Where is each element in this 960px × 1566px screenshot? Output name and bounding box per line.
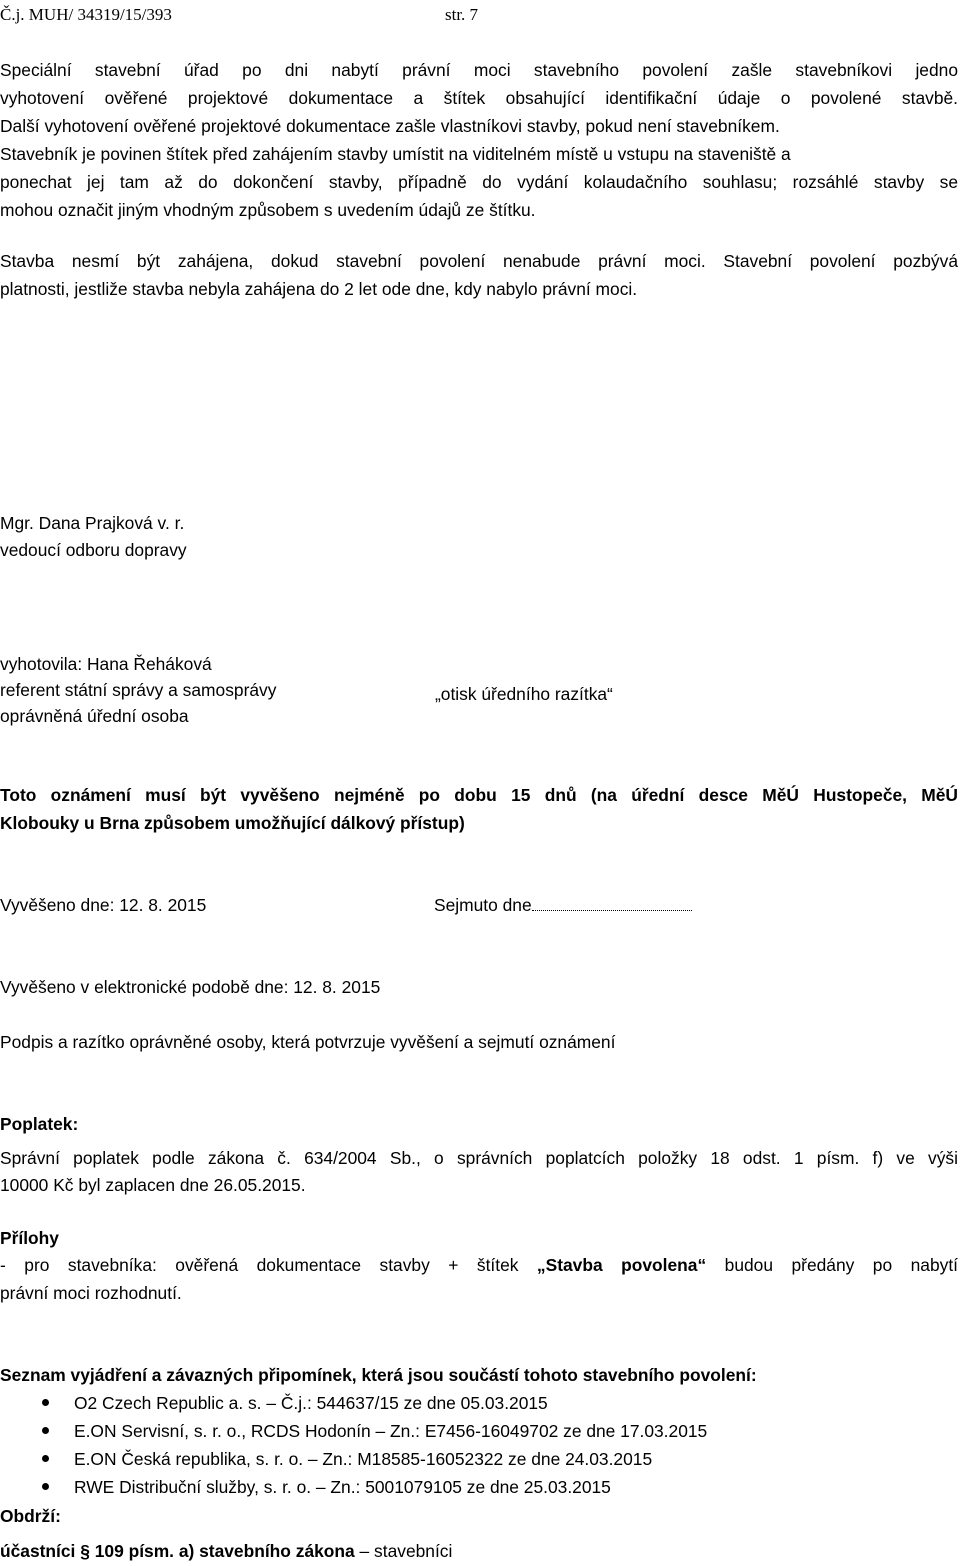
bullet-icon — [42, 1483, 49, 1490]
paragraph-line: Další vyhotovení ověřené projektové dokumentace zašle vlastníkovi stavby, pokud není stavebníkem. — [0, 116, 780, 136]
paragraph-line: Stavebník je povinen štítek před zahájením stavby umístit na viditelném místě u vstupu na staveniště a — [0, 144, 791, 164]
attachments-heading: Přílohy — [0, 1228, 59, 1248]
page-number: str. 7 — [445, 5, 479, 24]
paragraph-line: vyhotovení ověřené projektové dokumentace a štítek obsahující identifikační údaje o povolené stavbě. — [0, 88, 958, 108]
bullet-icon — [42, 1427, 49, 1434]
prepared-role: referent státní správy a samosprávy — [0, 680, 277, 700]
prepared-by: vyhotovila: Hana Řeháková — [0, 654, 212, 674]
removed-date: Sejmuto dne — [434, 892, 692, 918]
bullet-icon — [42, 1399, 49, 1406]
attachments-line: - pro stavebníka: ověřená dokumentace stavby + štítek „Stavba povolena“ budou předány po nabytí — [0, 1255, 959, 1275]
statements-heading: Seznam vyjádření a závazných připomínek, která jsou součástí tohoto stavebního povolení: — [0, 1365, 757, 1385]
posted-date: Vyvěšeno dne: 12. 8. 2015 — [0, 895, 207, 915]
notice-line: Klobouky u Brna způsobem umožňující dálkový přístup) — [0, 813, 465, 833]
bullet-icon — [42, 1455, 49, 1462]
attachments-line: právní moci rozhodnutí. — [0, 1283, 182, 1303]
recipients-line: účastníci § 109 písm. a) stavebního zákona – stavebníci — [0, 1541, 453, 1561]
recipients-heading: Obdrží: — [0, 1506, 61, 1526]
stamp-placeholder: „otisk úředního razítka“ — [435, 684, 613, 704]
reference-number: Č.j. MUH/ 34319/15/393 — [0, 5, 172, 24]
fee-line: Správní poplatek podle zákona č. 634/2004 Sb., o správních poplatcích položky 18 odst. 1 písm. f) ve výši — [0, 1148, 958, 1168]
signatory-name: Mgr. Dana Prajková v. r. — [0, 513, 185, 533]
paragraph-line: Stavba nesmí být zahájena, dokud stavební povolení nenabude právní moci. Stavební povolení pozbývá — [0, 251, 958, 271]
paragraph-line: ponechat jej tam až do dokončení stavby, případně do vydání kolaudačního souhlasu; rozsáhlé stavby se — [0, 172, 958, 192]
document-page: Č.j. MUH/ 34319/15/393 str. 7 Speciální stavební úřad po dni nabytí právní moci stavebního povolení zašle stavebníkovi jedno vyhotovení ověřené projektové dokumentace a štítek obsahující identifikační údaje o povolené stavbě. Další vyhotovení ověřené projektové dokumentace zašle vlastníkovi stavby, pokud není stavebníkem. Stavebník je povinen štítek před zahájením stavby umístit na viditelném místě u vstupu na staveniště a ponechat jej tam až do dokončení stavby, případně do vydání kolaudačního souhlasu; rozsáhlé stavby se mohou označit jiným vhodným způsobem s uvedením údajů ze štítku. Stavba nesmí být zahájena, dokud stavební povolení nenabude právní moci. Stavební povolení pozbývá platnosti, jestliže stavba nebyla zahájena do 2 let ode dne, kdy nabylo právní moci. Mgr. Dana Prajková v. r. vedoucí odboru dopravy vyhotovila: Hana Řeháková referent státní správy a samosprávy oprávněná úřední osoba „otisk úředního razítka“ Toto oznámení musí být vyvěšeno nejméně po dobu 15 dnů (na úřední desce MěÚ Hustopeče, MěÚ Klobouky u Brna způsobem umožňující dálkový přístup) Vyvěšeno dne: 12. 8. 2015 Sejmuto dne Vyvěšeno v elektronické podobě dne: 12. 8. 2015 Podpis a razítko oprávněné osoby, která potvrzuje vyvěšení a sejmutí oznámení Poplatek: Správní poplatek podle zákona č. 634/2004 Sb., o správních poplatcích položky 18 odst. 1 písm. f) ve výši 10000 Kč byl zaplacen dne 26.05.2015. Přílohy - pro stavebníka: ověřená dokumentace stavby + štítek „Stavba povolena“ budou předány po nabytí právní moci rozhodnutí. Seznam vyjádření a závazných připomínek, která jsou součástí tohoto stavebního povolení: O2 Czech Republic a. s. – Č.j.: 544637/15 ze dne 05.03.2015 E.ON Servisní, s. r. o., RCDS Hodonín – Zn.: E7456-16049702 ze dne 17.03.2015 E.ON Česká republika, s. r. o. – Zn.: M18585-16052322 ze dne 24.03.2015 RWE Distribuční služby, s. r. o. – Zn.: 5001079105 ze dne 25.03.2015 Obdrží: účastníci § 109 písm. a) stavebního zákona – stavebníci — [0, 0, 960, 1566]
notice-line: Toto oznámení musí být vyvěšeno nejméně po dobu 15 dnů (na úřední desce MěÚ Hustopeče, MěÚ — [0, 785, 958, 805]
signatory-role: vedoucí odboru dopravy — [0, 540, 187, 560]
fee-line: 10000 Kč byl zaplacen dne 26.05.2015. — [0, 1175, 306, 1195]
prepared-authority: oprávněná úřední osoba — [0, 706, 189, 726]
paragraph-line: platnosti, jestliže stavba nebyla zahájena do 2 let ode dne, kdy nabylo právní moci. — [0, 279, 638, 299]
posted-electronic: Vyvěšeno v elektronické podobě dne: 12. 8. 2015 — [0, 977, 381, 997]
signature-confirmation: Podpis a razítko oprávněné osoby, která potvrzuje vyvěšení a sejmutí oznámení — [0, 1032, 616, 1052]
paragraph-line: mohou označit jiným vhodným způsobem s uvedením údajů ze štítku. — [0, 200, 536, 220]
paragraph-line: Speciální stavební úřad po dni nabytí právní moci stavebního povolení zašle stavebníkovi jedno — [0, 60, 958, 80]
fee-heading: Poplatek: — [0, 1114, 79, 1134]
removed-date-blank — [532, 896, 692, 911]
